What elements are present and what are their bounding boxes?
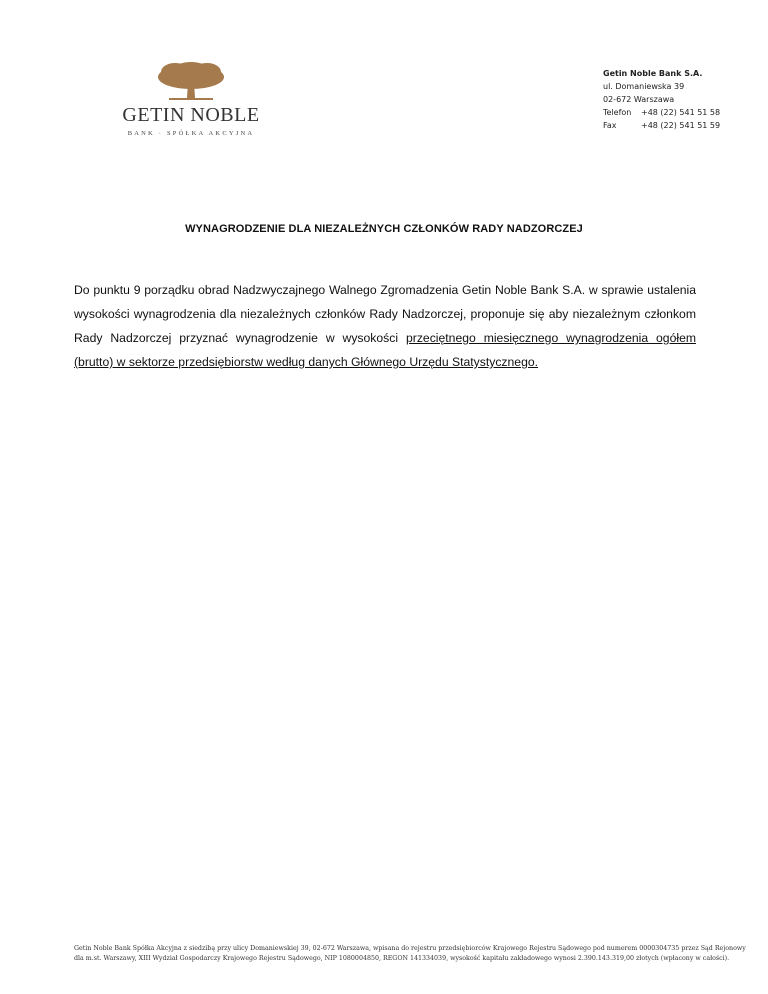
fax-number: +48 (22) 541 51 59 [641, 121, 721, 130]
address-street: ul. Domaniewska 39 [603, 82, 685, 91]
legal-footer [74, 944, 768, 964]
bank-address [603, 67, 720, 132]
brand-subtitle: BANK · SPÓŁKA AKCYJNA [127, 130, 255, 137]
phone-number: +48 (22) 541 51 58 [641, 108, 721, 117]
address-city: 02-672 Warszawa [603, 95, 675, 104]
bank-name: Getin Noble Bank S.A. [603, 69, 703, 78]
tree-icon [155, 62, 227, 104]
phone-label: Telefon [603, 108, 632, 117]
body-underlined-text: przeciętnego miesięcznego wynagrodzenia ogółem (brutto) w sektorze przedsiębiorstw według danych Głównego Urzędu Statystycznego. [74, 331, 697, 369]
brand-name: GETIN NOBLE [122, 104, 260, 126]
fax-label: Fax [603, 121, 617, 130]
document-body [74, 278, 696, 374]
document-title: WYNAGRODZENIE DLA NIEZALEŻNYCH CZŁONKÓW RADY NADZORCZEJ [185, 223, 583, 235]
fax-row [603, 119, 720, 132]
footer-line-1: Getin Noble Bank Spółka Akcyjna z siedzibą przy ulicy Domaniewskiej 39, 02-672 Warszawa, wpisana do rejestru przedsiębiorców Krajowego Rejestru Sądowego pod numerem 0000304735 przez Sąd Rejonowy [74, 945, 746, 952]
body-text: Do punktu 9 porządku obrad Nadzwyczajnego Walnego Zgromadzenia Getin Noble Bank S.A. w sprawie ustalenia wysokości wynagrodzenia dla niezależnych członków Rady Nadzorczej, proponuje się aby niezależnym członkom Rady Nadzorczej przyznać wynagrodzenie w wysokości [74, 283, 696, 345]
footer-line-2: dla m.st. Warszawy, XIII Wydział Gospodarczy Krajowego Rejestru Sądowego, NIP 1080004850, REGON 141334039, wysokość kapitału zakładowego wynosi 2.390.143.319,00 złotych (wpłacony w całości). [74, 955, 730, 962]
phone-row [603, 106, 720, 119]
